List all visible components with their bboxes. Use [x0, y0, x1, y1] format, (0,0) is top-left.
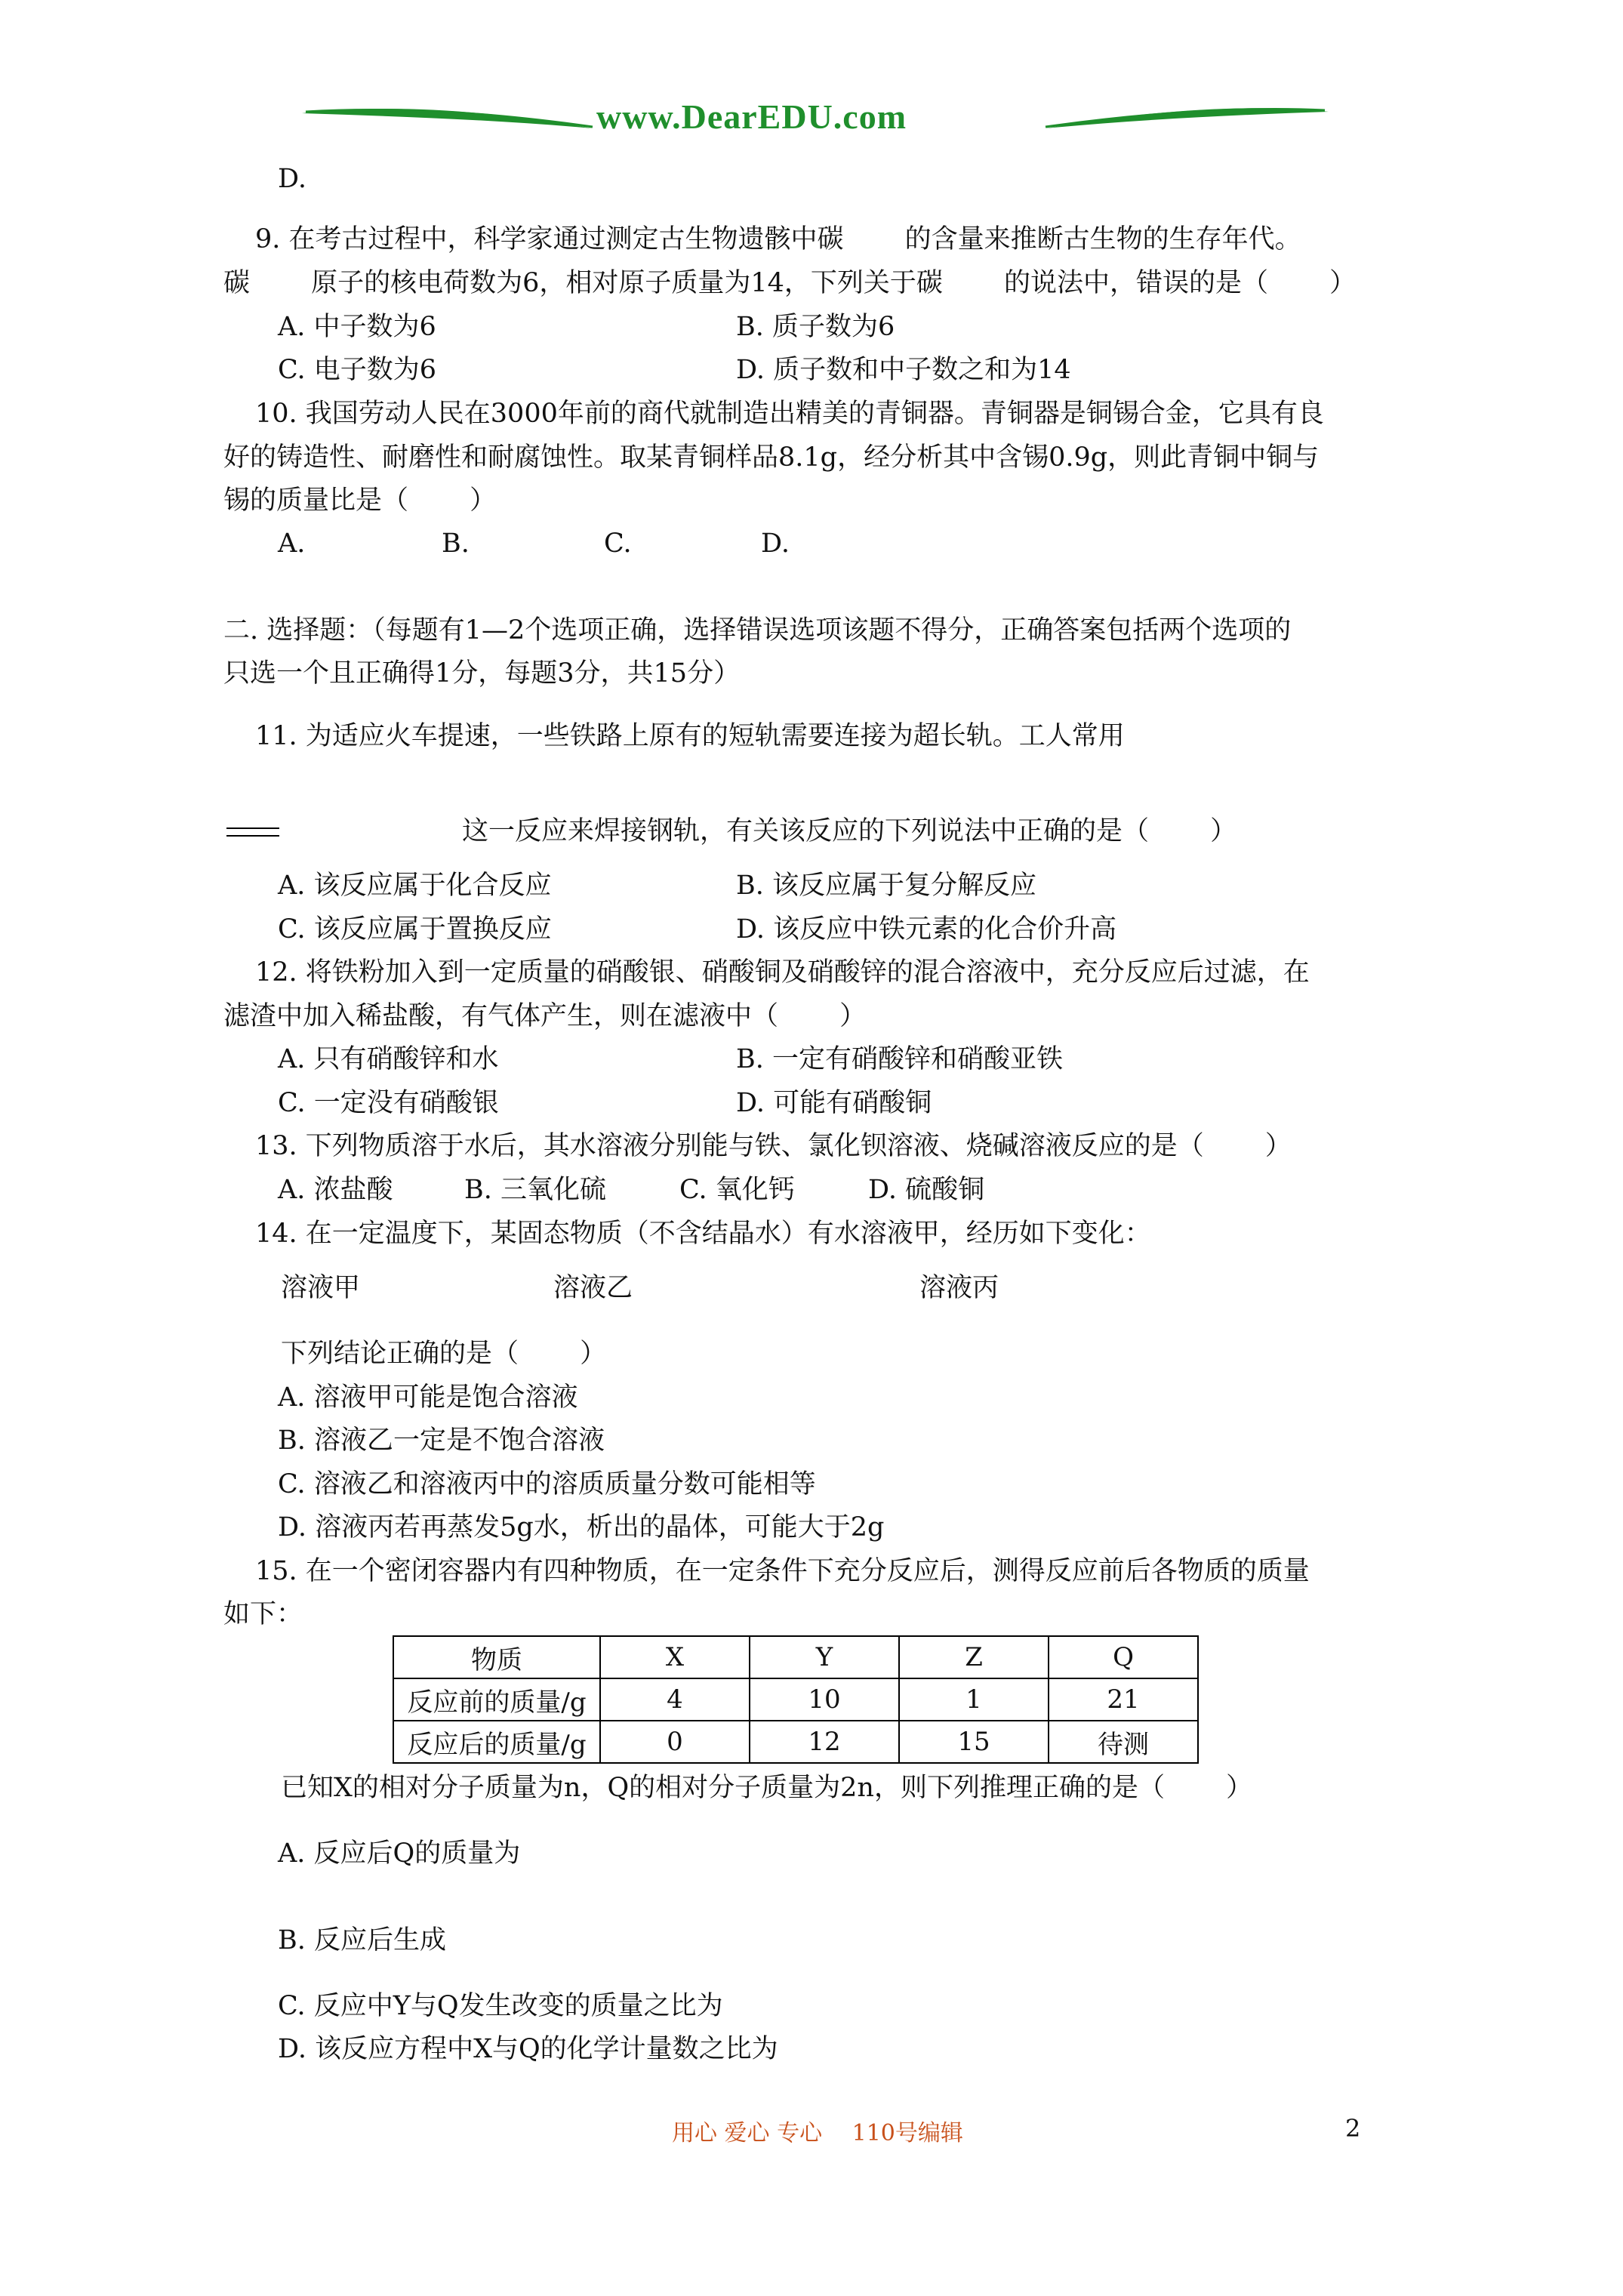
table-cell: 15 — [899, 1721, 1049, 1763]
q14-option-d: D. 溶液丙若再蒸发5g水，析出的晶体，可能大于2g — [278, 1512, 885, 1542]
table-cell: 4 — [600, 1678, 750, 1721]
table-cell: 反应前的质量/g — [393, 1678, 600, 1721]
q14-prompt: 下列结论正确的是（ ） — [281, 1339, 607, 1369]
section2-heading-line1: 二. 选择题：（每题有1—2个选项正确，选择错误选项该题不得分，正确答案包括两个选项的 — [223, 615, 1292, 646]
q13-option-c: C. 氧化钙 — [679, 1175, 795, 1205]
q10-stem-line2: 好的铸造性、耐磨性和耐腐蚀性。取某青铜样品8.1g，经分析其中含锡0.9g，则此青铜中铜与 — [223, 442, 1320, 473]
table-cell: 待测 — [1049, 1721, 1198, 1763]
q14-option-b: B. 溶液乙一定是不饱合溶液 — [278, 1425, 605, 1456]
q9-option-a: A. 中子数为6 — [278, 312, 436, 342]
q13-option-a: A. 浓盐酸 — [278, 1175, 393, 1205]
q14-solution-yi: 溶液乙 — [553, 1273, 633, 1303]
table-header-cell: Q — [1049, 1636, 1198, 1678]
q12-option-d: D. 可能有硝酸铜 — [736, 1088, 932, 1118]
table-header-row — [393, 1636, 1198, 1678]
q12-stem-line2: 滤渣中加入稀盐酸，有气体产生，则在滤液中（ ） — [223, 1001, 867, 1031]
q15-stem-line1: 15. 在一个密闭容器内有四种物质，在一定条件下充分反应后，测得反应前后各物质的质量 — [255, 1556, 1310, 1586]
table-header-cell: Y — [750, 1636, 899, 1678]
equation-double-line — [226, 827, 279, 837]
table-header-cell: X — [600, 1636, 750, 1678]
q13-stem-line1: 13. 下列物质溶于水后，其水溶液分别能与铁、氯化钡溶液、烧碱溶液反应的是（ ） — [255, 1131, 1292, 1161]
table-header-cell: 物质 — [393, 1636, 600, 1678]
q15-option-c: C. 反应中Y与Q发生改变的质量之比为 — [278, 1991, 723, 2021]
q9-stem-line1: 9. 在考古过程中，科学家通过测定古生物遗骸中碳 的含量来推断古生物的生存年代。 — [255, 224, 1301, 254]
q11-option-a: A. 该反应属于化合反应 — [278, 871, 552, 901]
q11-option-b: B. 该反应属于复分解反应 — [736, 871, 1036, 901]
q13-option-b: B. 三氧化硫 — [464, 1175, 606, 1205]
mass-table — [393, 1635, 1199, 1764]
table-cell: 21 — [1049, 1678, 1198, 1721]
q14-stem-line1: 14. 在一定温度下，某固态物质（不含结晶水）有水溶液甲，经历如下变化： — [255, 1219, 1151, 1249]
q10-option-c: C. — [604, 529, 632, 559]
q15-option-b: B. 反应后生成 — [278, 1925, 446, 1955]
q12-option-a: A. 只有硝酸锌和水 — [278, 1044, 499, 1074]
q11-stem-line2: 这一反应来焊接钢轨，有关该反应的下列说法中正确的是（ ） — [462, 816, 1237, 846]
previous-option-d: D. — [278, 164, 306, 194]
q11-option-d: D. 该反应中铁元素的化合价升高 — [736, 914, 1117, 945]
table-row — [393, 1678, 1198, 1721]
q10-option-d: D. — [761, 529, 790, 559]
q10-stem-line1: 10. 我国劳动人民在3000年前的商代就制造出精美的青铜器。青铜器是铜锡合金，它具有良 — [255, 399, 1324, 429]
q14-option-c: C. 溶液乙和溶液丙中的溶质质量分数可能相等 — [278, 1469, 816, 1499]
q10-option-b: B. — [442, 529, 470, 559]
q14-solution-bing: 溶液丙 — [919, 1273, 999, 1303]
site-logo-text: www.DearEDU.com — [596, 97, 907, 136]
q9-option-c: C. 电子数为6 — [278, 355, 437, 385]
q12-stem-line1: 12. 将铁粉加入到一定质量的硝酸银、硝酸铜及硝酸锌的混合溶液中，充分反应后过滤，在 — [255, 957, 1310, 988]
q9-stem-line2: 碳 原子的核电荷数为6，相对原子质量为14，下列关于碳 的说法中，错误的是（ ） — [223, 268, 1357, 298]
table-header-cell: Z — [899, 1636, 1049, 1678]
section2-heading-line2: 只选一个且正确得1分，每题3分，共15分） — [223, 658, 741, 689]
q12-option-b: B. 一定有硝酸锌和硝酸亚铁 — [736, 1044, 1063, 1074]
q12-option-c: C. 一定没有硝酸银 — [278, 1088, 499, 1118]
table-row — [393, 1721, 1198, 1763]
q11-stem-line1: 11. 为适应火车提速，一些铁路上原有的短轨需要连接为超长轨。工人常用 — [255, 721, 1125, 751]
q11-option-c: C. 该反应属于置换反应 — [278, 914, 552, 945]
q15-option-a: A. 反应后Q的质量为 — [278, 1838, 521, 1869]
q9-option-d: D. 质子数和中子数之和为14 — [736, 355, 1071, 385]
q14-solution-jia: 溶液甲 — [281, 1273, 361, 1303]
q15-known: 已知X的相对分子质量为n，Q的相对分子质量为2n，则下列推理正确的是（ ） — [281, 1773, 1253, 1803]
table-cell: 10 — [750, 1678, 899, 1721]
q10-option-a: A. — [278, 529, 306, 559]
table-cell: 1 — [899, 1678, 1049, 1721]
q9-option-b: B. 质子数为6 — [736, 312, 895, 342]
page-number: 2 — [1345, 2114, 1361, 2143]
q13-option-d: D. 硫酸铜 — [868, 1175, 985, 1205]
q15-option-d: D. 该反应方程中X与Q的化学计量数之比为 — [278, 2034, 778, 2064]
table-cell: 0 — [600, 1721, 750, 1763]
table-cell: 12 — [750, 1721, 899, 1763]
q15-stem-line2: 如下： — [223, 1599, 303, 1629]
table-cell: 反应后的质量/g — [393, 1721, 600, 1763]
q10-stem-line3: 锡的质量比是（ ） — [223, 485, 497, 516]
footer-text: 用心 爱心 专心 110号编辑 — [672, 2120, 963, 2147]
q14-option-a: A. 溶液甲可能是饱合溶液 — [278, 1382, 578, 1413]
